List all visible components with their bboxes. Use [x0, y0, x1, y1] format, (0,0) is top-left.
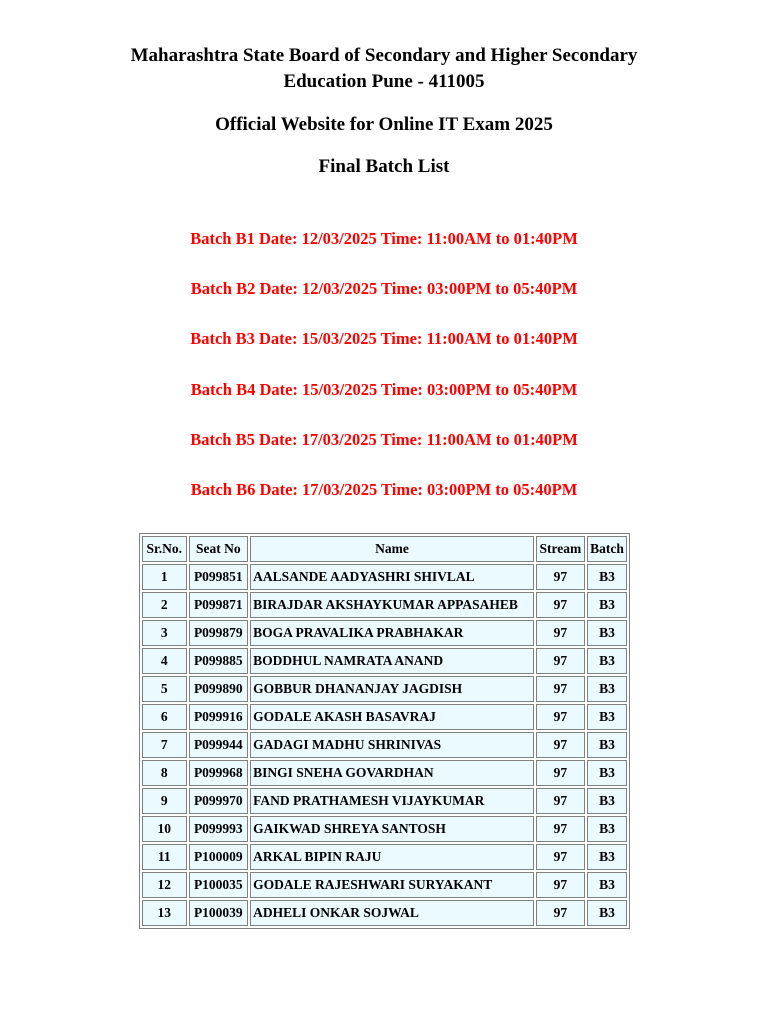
cell-stream: 97	[536, 760, 585, 786]
cell-sr-no: 6	[142, 704, 187, 730]
cell-batch: B3	[587, 732, 627, 758]
cell-seat-no: P099851	[189, 564, 249, 590]
cell-name: ARKAL BIPIN RAJU	[250, 844, 534, 870]
cell-seat-no: P099993	[189, 816, 249, 842]
cell-name: GODALE RAJESHWARI SURYAKANT	[250, 872, 534, 898]
table-body	[142, 564, 627, 926]
cell-seat-no: P099885	[189, 648, 249, 674]
batch-b5-schedule: Batch B5 Date: 17/03/2025 Time: 11:00AM to 01:40PM	[190, 430, 578, 449]
cell-stream: 97	[536, 704, 585, 730]
cell-batch: B3	[587, 564, 627, 590]
cell-name: GADAGI MADHU SHRINIVAS	[250, 732, 534, 758]
table-header	[142, 536, 627, 562]
cell-batch: B3	[587, 788, 627, 814]
cell-name: AALSANDE AADYASHRI SHIVLAL	[250, 564, 534, 590]
cell-seat-no: P100039	[189, 900, 249, 926]
cell-seat-no: P099944	[189, 732, 249, 758]
cell-batch: B3	[587, 592, 627, 618]
table-row	[142, 760, 627, 786]
cell-seat-no: P099879	[189, 620, 249, 646]
cell-stream: 97	[536, 648, 585, 674]
column-header-stream: Stream	[536, 536, 585, 562]
cell-seat-no: P100035	[189, 872, 249, 898]
batch-b2-schedule: Batch B2 Date: 12/03/2025 Time: 03:00PM to 05:40PM	[190, 279, 578, 298]
table-row	[142, 900, 627, 926]
column-header-batch: Batch	[587, 536, 627, 562]
cell-sr-no: 8	[142, 760, 187, 786]
cell-batch: B3	[587, 620, 627, 646]
cell-seat-no: P099970	[189, 788, 249, 814]
cell-sr-no: 3	[142, 620, 187, 646]
cell-name: GODALE AKASH BASAVRAJ	[250, 704, 534, 730]
board-name-line-1: Maharashtra State Board of Secondary and Higher Secondary	[130, 45, 638, 66]
table-row	[142, 844, 627, 870]
cell-stream: 97	[536, 564, 585, 590]
cell-sr-no: 9	[142, 788, 187, 814]
column-header-sr-no: Sr.No.	[142, 536, 187, 562]
list-title: Final Batch List	[318, 156, 450, 177]
cell-stream: 97	[536, 788, 585, 814]
batch-b3-schedule: Batch B3 Date: 15/03/2025 Time: 11:00AM to 01:40PM	[190, 329, 578, 348]
exam-title: Official Website for Online IT Exam 2025	[215, 114, 553, 135]
cell-sr-no: 13	[142, 900, 187, 926]
cell-seat-no: P099968	[189, 760, 249, 786]
cell-sr-no: 5	[142, 676, 187, 702]
cell-name: GAIKWAD SHREYA SANTOSH	[250, 816, 534, 842]
cell-stream: 97	[536, 900, 585, 926]
cell-stream: 97	[536, 592, 585, 618]
table-row	[142, 676, 627, 702]
board-name-line-2: Education Pune - 411005	[283, 71, 485, 92]
table-row	[142, 788, 627, 814]
cell-sr-no: 10	[142, 816, 187, 842]
table-row	[142, 872, 627, 898]
table-row	[142, 564, 627, 590]
cell-name: ADHELI ONKAR SOJWAL	[250, 900, 534, 926]
cell-stream: 97	[536, 844, 585, 870]
table-row	[142, 592, 627, 618]
table-row	[142, 816, 627, 842]
cell-batch: B3	[587, 900, 627, 926]
cell-name: BOGA PRAVALIKA PRABHAKAR	[250, 620, 534, 646]
batch-b6-schedule: Batch B6 Date: 17/03/2025 Time: 03:00PM to 05:40PM	[190, 480, 578, 499]
cell-batch: B3	[587, 844, 627, 870]
cell-sr-no: 11	[142, 844, 187, 870]
cell-name: BINGI SNEHA GOVARDHAN	[250, 760, 534, 786]
table-row	[142, 732, 627, 758]
batch-b4-schedule: Batch B4 Date: 15/03/2025 Time: 03:00PM to 05:40PM	[190, 380, 578, 399]
cell-name: BODDHUL NAMRATA ANAND	[250, 648, 534, 674]
cell-name: GOBBUR DHANANJAY JAGDISH	[250, 676, 534, 702]
cell-name: FAND PRATHAMESH VIJAYKUMAR	[250, 788, 534, 814]
cell-batch: B3	[587, 676, 627, 702]
cell-seat-no: P099890	[189, 676, 249, 702]
cell-sr-no: 12	[142, 872, 187, 898]
cell-stream: 97	[536, 816, 585, 842]
table-header-row	[142, 536, 627, 562]
cell-seat-no: P099871	[189, 592, 249, 618]
table-row	[142, 704, 627, 730]
cell-sr-no: 4	[142, 648, 187, 674]
cell-stream: 97	[536, 872, 585, 898]
cell-batch: B3	[587, 816, 627, 842]
table-row	[142, 648, 627, 674]
cell-batch: B3	[587, 872, 627, 898]
cell-stream: 97	[536, 620, 585, 646]
cell-sr-no: 1	[142, 564, 187, 590]
cell-seat-no: P100009	[189, 844, 249, 870]
cell-stream: 97	[536, 676, 585, 702]
cell-seat-no: P099916	[189, 704, 249, 730]
batch-list-table	[139, 533, 630, 929]
cell-name: BIRAJDAR AKSHAYKUMAR APPASAHEB	[250, 592, 534, 618]
cell-batch: B3	[587, 648, 627, 674]
table-row	[142, 620, 627, 646]
cell-batch: B3	[587, 760, 627, 786]
batch-b1-schedule: Batch B1 Date: 12/03/2025 Time: 11:00AM to 01:40PM	[190, 229, 578, 248]
cell-sr-no: 2	[142, 592, 187, 618]
cell-batch: B3	[587, 704, 627, 730]
column-header-name: Name	[250, 536, 534, 562]
cell-stream: 97	[536, 732, 585, 758]
cell-sr-no: 7	[142, 732, 187, 758]
column-header-seat-no: Seat No	[189, 536, 249, 562]
